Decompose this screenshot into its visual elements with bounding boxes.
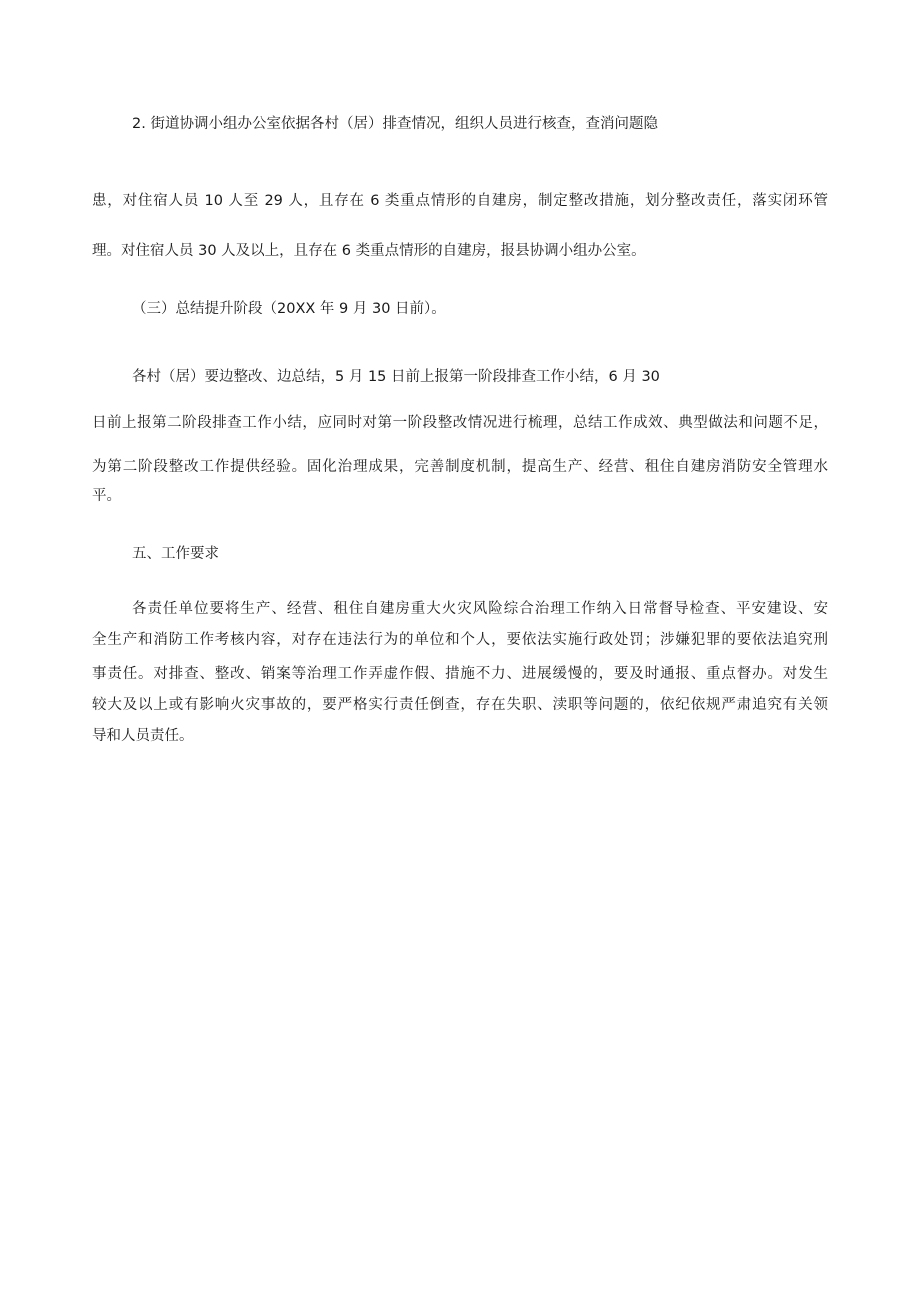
paragraph-line: 导和人员责任。 [92,728,194,744]
paragraph-line: 理。对住宿人员 30 人及以上，且存在 6 类重点情形的自建房，报县协调小组办公室。 [92,243,646,259]
paragraph-line: 各村（居）要边整改、边总结，5 月 15 日前上报第一阶段排查工作小结，6 月 30 [132,369,660,385]
section-heading: 五、工作要求 [132,546,219,562]
paragraph-line: 患，对住宿人员 10 人至 29 人，且存在 6 类重点情形的自建房，制定整改措施，划分整改责任，落实闭环管 [92,193,828,209]
paragraph-line: 2. 街道协调小组办公室依据各村（居）排查情况，组织人员进行核查，查消问题隐 [132,116,658,132]
paragraph-line: 为第二阶段整改工作提供经验。固化治理成果，完善制度机制，提高生产、经营、租住自建房消防安全管理水 [92,459,828,475]
section-heading: （三）总结提升阶段（20XX 年 9 月 30 日前）。 [132,301,446,317]
paragraph-line: 全生产和消防工作考核内容，对存在违法行为的单位和个人，要依法实施行政处罚；涉嫌犯罪的要依法追究刑 [92,632,828,648]
paragraph-line: 平。 [92,488,121,504]
paragraph-line: 日前上报第二阶段排查工作小结，应同时对第一阶段整改情况进行梳理，总结工作成效、典型做法和问题不足， [92,415,828,431]
paragraph-line: 较大及以上或有影响火灾事故的，要严格实行责任倒查，存在失职、渎职等问题的，依纪依规严肃追究有关领 [92,697,828,713]
paragraph-line: 事责任。对排查、整改、销案等治理工作弄虚作假、措施不力、进展缓慢的，要及时通报、重点督办。对发生 [92,666,828,682]
paragraph-line: 各责任单位要将生产、经营、租住自建房重大火灾风险综合治理工作纳入日常督导检查、平安建设、安 [132,601,828,617]
